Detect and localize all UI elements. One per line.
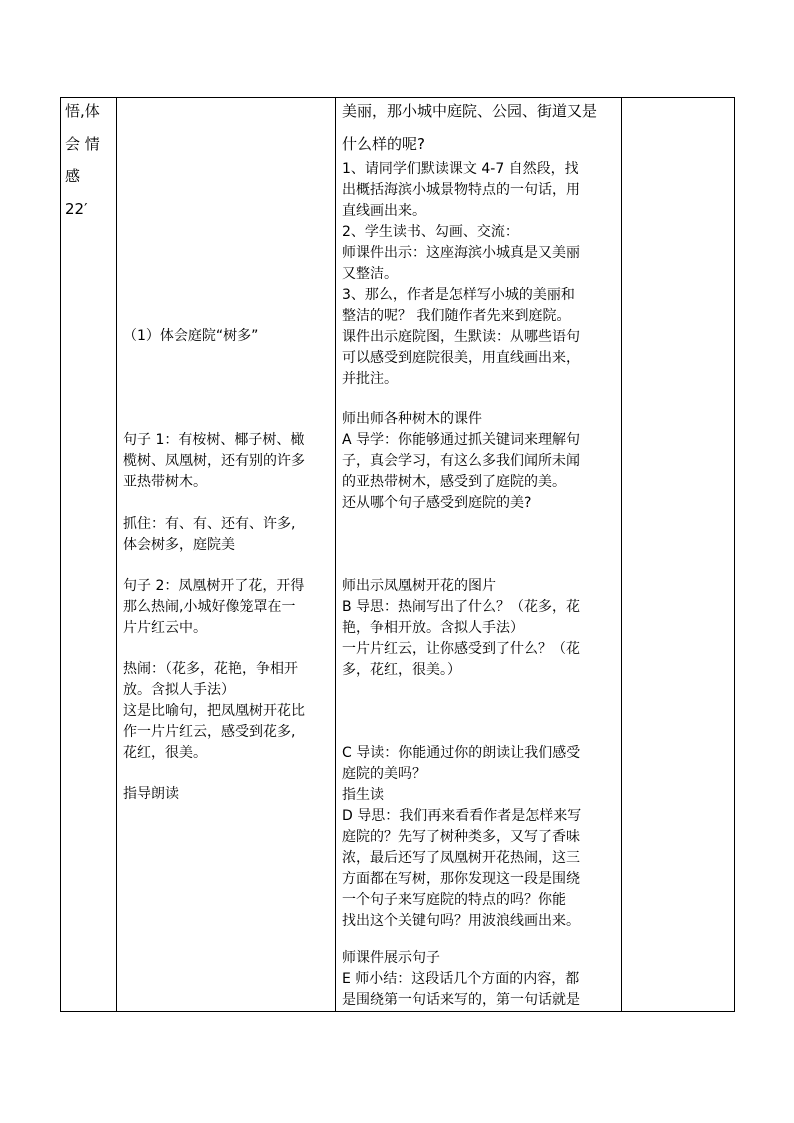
phase-duration: 22′: [65, 200, 88, 218]
intro-line-1: 美丽，那小城中庭院、公园、街道又是: [342, 102, 598, 120]
step-3-line-4: 可以感受到庭院很美，用直线画出来，: [342, 350, 580, 366]
block-b-line-3: 艳，争相开放。含拟人手法）: [342, 620, 524, 636]
lively-line-5: 花红，很美。: [123, 745, 207, 761]
column-divider-1: [116, 97, 117, 1012]
step-1-line-2: 出概括海滨小城景物特点的一句话，用: [342, 182, 580, 198]
sentence-2-line-3: 片片红云中。: [123, 620, 207, 636]
block-c-line-3: 指生读: [342, 787, 384, 803]
block-e-line-2: E 师小结：这段话几个方面的内容，都: [342, 971, 580, 987]
table-right-border: [734, 97, 735, 1012]
block-a-line-2: A 导学：你能够通过抓关键词来理解句: [342, 432, 581, 448]
guide-reading: 指导朗读: [123, 786, 179, 802]
table-bottom-border: [60, 1011, 735, 1012]
block-b-line-1: 师出示凤凰树开花的图片: [342, 578, 496, 594]
table-left-border: [60, 97, 61, 1012]
block-a-line-4: 的亚热带树木，感受到了庭院的美。: [342, 474, 566, 490]
step-1-line-3: 直线画出来。: [342, 203, 426, 219]
lively-line-4: 作一片片红云，感受到花多,: [123, 724, 296, 740]
subtopic-heading: （1）体会庭院“树多”: [123, 328, 259, 344]
block-d-line-5: 一个句子来写庭院的特点的吗？你能: [342, 892, 566, 908]
step-3-line-2: 整洁的呢？ 我们随作者先来到庭院。: [342, 308, 571, 324]
lively-line-1: 热闹：（花多，花艳，争相开: [123, 661, 298, 677]
phase-label-line-2: 会 情: [65, 135, 100, 153]
sentence-1-line-2: 榄树、凤凰树，还有别的许多: [123, 453, 305, 469]
block-c-line-1: C 导读：你能通过你的朗读让我们感受: [342, 745, 581, 761]
block-b-line-4: 一片片红云，让你感受到了什么？（花: [342, 641, 580, 657]
sentence-1-line-1: 句子 1：有桉树、椰子树、橄: [123, 432, 305, 448]
block-e-line-3: 是围绕第一句话来写的，第一句话就是: [342, 992, 580, 1008]
block-b-line-5: 多，花红，很美。）: [342, 662, 461, 678]
step-2-line-1: 2、学生读书、勾画、交流：: [342, 224, 519, 240]
block-d-line-3: 浓，最后还写了凤凰树开花热闹，这三: [342, 850, 580, 866]
lively-line-3: 这是比喻句，把凤凰树开花比: [123, 703, 305, 719]
block-d-line-4: 方面都在写树，那你发现这一段是围绕: [342, 871, 580, 887]
block-a-line-3: 子，真会学习，有这么多我们闻所未闻: [342, 453, 580, 469]
sentence-1-line-3: 亚热带树木。: [123, 474, 207, 490]
phase-label-line-3: 感: [65, 167, 81, 185]
block-b-line-2: B 导思：热闹写出了什么？（花多，花: [342, 599, 581, 615]
phase-label-line-1: 悟,体: [65, 102, 100, 120]
step-2-line-2: 师课件出示：这座海滨小城真是又美丽: [342, 245, 580, 261]
block-a-line-5: 还从哪个句子感受到庭院的美?: [342, 495, 532, 511]
column-divider-2: [335, 97, 336, 1012]
block-d-line-1: D 导思：我们再来看看作者是怎样来写: [342, 808, 582, 824]
sentence-2-line-1: 句子 2：凤凰树开了花，开得: [123, 578, 305, 594]
step-3-line-1: 3、那么，作者是怎样写小城的美丽和: [342, 287, 575, 303]
block-e-line-1: 师课件展示句子: [342, 950, 440, 966]
step-3-line-3: 课件出示庭院图，生默读：从哪些语句: [342, 329, 580, 345]
block-d-line-2: 庭院的？先写了树种类多，又写了香味: [342, 829, 580, 845]
step-3-line-5: 并批注。: [342, 371, 398, 387]
block-c-line-2: 庭院的美吗？: [342, 766, 426, 782]
block-d-line-6: 找出这个关键句吗？用波浪线画出来。: [342, 913, 580, 929]
column-divider-3: [621, 97, 622, 1012]
sentence-2-line-2: 那么热闹,小城好像笼罩在一: [123, 599, 296, 615]
block-a-line-1: 师出师各种树木的课件: [342, 411, 482, 427]
grasp-line-2: 体会树多，庭院美: [123, 537, 235, 553]
lively-line-2: 放。含拟人手法）: [123, 682, 235, 698]
intro-line-2: 什么样的呢?: [342, 135, 425, 153]
grasp-line-1: 抓住：有、有、还有、许多,: [123, 516, 296, 532]
step-1-line-1: 1、请同学们默读课文 4-7 自然段，找: [342, 161, 579, 177]
table-top-border: [60, 97, 735, 98]
step-2-line-3: 又整洁。: [342, 266, 398, 282]
